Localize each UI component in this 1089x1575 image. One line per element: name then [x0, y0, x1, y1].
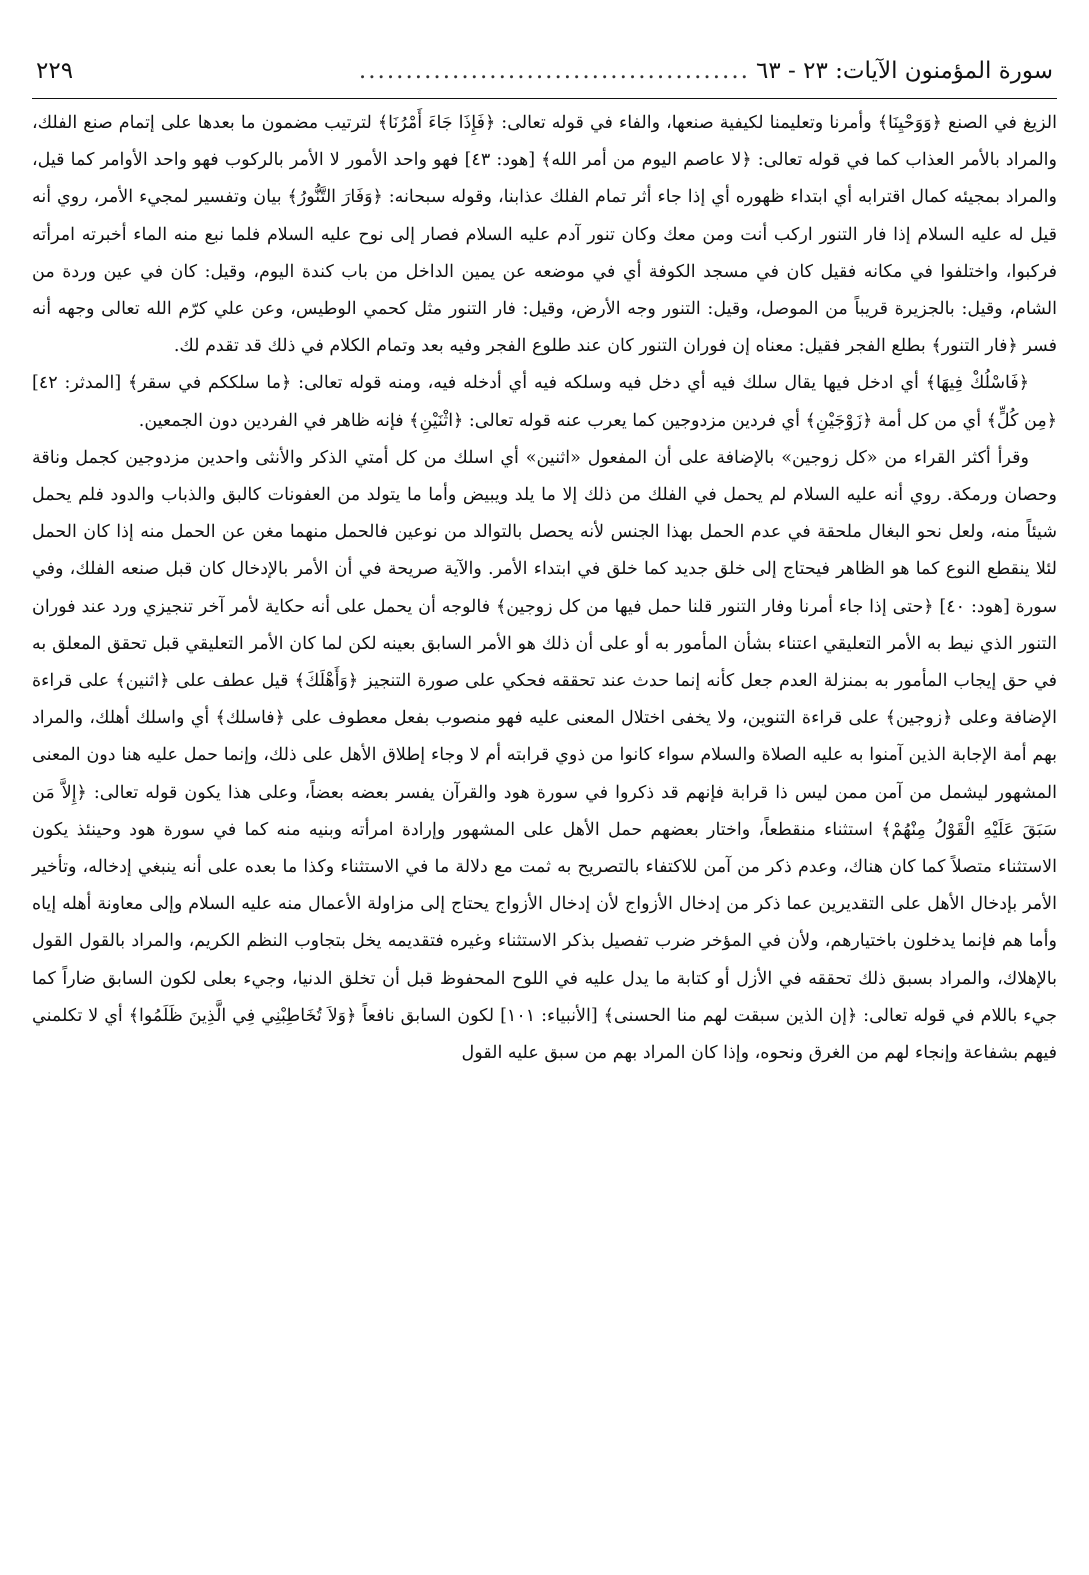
- paragraph-1: الزيغ في الصنع ﴿وَوَحْيِنَا﴾ وأمرنا وتعليمنا لكيفية صنعها، والفاء في قوله تعالى: ﴿فَإِذَا جَاءَ أَمْرُنَا﴾ لترتيب مضمون ما بعدها على إتمام صنع الفلك، والمراد بالأمر العذاب كما في قوله تعالى: ﴿لا عاصم اليوم من أمر الله﴾ [هود: ٤٣] فهو واحد الأمور لا الأمر بالركوب فهو واحد الأوامر كما قيل، والمراد بمجيئه كمال اقترابه أي ابتداء ظهوره أي إذا جاء أثر تمام الفلك عذابنا، وقوله سبحانه: ﴿وَفَارَ التَّنُّورُ﴾ بيان وتفسير لمجيء الأمر، روي أنه قيل له عليه السلام إذا فار التنور اركب أنت ومن معك وكان تنور آدم عليه السلام فصار إلى نوح عليه السلام فلما نبع منه الماء أخبرته امرأته فركبوا، واختلفوا في مكانه فقيل كان في مسجد الكوفة أي في موضعه عن يمين الداخل من باب كندة اليوم، وقيل: كان في عين وردة من الشام، وقيل: بالجزيرة قريباً من الموصل، وقيل: التنور وجه الأرض، وقيل: فار التنور مثل كحمي الوطيس، وعن علي كرّم الله تعالى وجهه أنه فسر ﴿فار التنور﴾ بطلع الفجر فقيل: معناه إن فوران التنور كان عند طلوع الفجر وفيه بعد وتمام الكلام في ذلك قد تقدم لك.: [32, 113, 1057, 357]
- paragraph-3: وقرأ أكثر القراء من «كل زوجين» بالإضافة على أن المفعول «اثنين» أي اسلك من كل أمتي الذكر والأنثى واحدين مزدوجين كجمل وناقة وحصان ورمكة. روي أنه عليه السلام لم يحمل في الفلك من ذلك إلا ما يلد ويبيض وأما ما يتولد من العفونات كالبق والذباب والدود فلم يحمل شيئاً منه، ولعل نحو البغال ملحقة في عدم الحمل بهذا الجنس لأنه يحصل بالتوالد من نوعين فالحمل منهما مغن عن الحمل منه إذا كان الحمل لئلا ينقطع النوع كما هو الظاهر فيحتاج إلى خلق جديد كما خلق في ابتداء الأمر. والآية صريحة في أن الأمر بالإدخال كان قبل صنعه الفلك، وفي سورة [هود: ٤٠] ﴿حتى إذا جاء أمرنا وفار التنور قلنا حمل فيها من كل زوجين﴾ فالوجه أن يحمل على أنه حكاية لأمر آخر تنجيزي ورد عند فوران التنور الذي نيط به الأمر التعليقي اعتناء بشأن المأمور به أو على أن ذلك هو الأمر السابق بعينه لكن لما كان الأمر التعليقي قبل تحقق المعلق به في حق إيجاب المأمور به بمنزلة العدم جعل كأنه إنما حدث عند تحققه فحكي على صورة التنجيز ﴿وَأَهْلَكَ﴾ قيل عطف على ﴿اثنين﴾ على قراءة الإضافة وعلى ﴿زوجين﴾ على قراءة التنوين، ولا يخفى اختلال المعنى عليه فهو منصوب بفعل معطوف على ﴿فاسلك﴾ أي واسلك أهلك، والمراد بهم أمة الإجابة الذين آمنوا به عليه الصلاة والسلام سواء كانوا من ذوي قرابته أم لا وجاء إطلاق الأهل على ذلك، وإنما حمل عليه هنا دون المعنى المشهور ليشمل من آمن ممن ليس ذا قرابة فإنهم قد ذكروا في سورة هود والقرآن يفسر بعضه بعضاً، وعلى هذا يكون قوله تعالى: ﴿إِلاَّ مَن سَبَقَ عَلَيْهِ الْقَوْلُ مِنْهُمْ﴾ استثناء منقطعاً، واختار بعضهم حمل الأهل على المشهور وإرادة امرأته وبنيه منه كما في سورة هود وحينئذ يكون الاستثناء متصلاً كما كان هناك، وعدم ذكر من آمن للاكتفاء بالتصريح به ثمت مع دلالة ما في الاستثناء وكذا ما بعده على أنه ينبغي إدخاله، وتأخير الأمر بإدخال الأهل على التقديرين عما ذكر من إدخال الأزواج لأن إدخال الأزواج يحتاج إلى مزاولة الأعمال منه عليه السلام وإلى معاونة أهله إياه وأما هم فإنما يدخلون باختيارهم، ولأن في المؤخر ضرب تفصيل بذكر الاستثناء وغيره فتقديمه يخل بتجاوب النظم الكريم، والمراد بالقول القول بالإهلاك، والمراد بسبق ذلك تحققه في الأزل أو كتابة ما يدل عليه في اللوح المحفوظ قبل أن تخلق الدنيا، وجيء بعلى لكون السابق ضاراً كما جيء باللام في قوله تعالى: ﴿إن الذين سبقت لهم منا الحسنى﴾ [الأنبياء: ١٠١] لكون السابق نافعاً ﴿وَلاَ تُخَاطِبْنِي فِي الَّذِينَ ظَلَمُوا﴾ أي لا تكلمني فيهم بشفاعة وإنجاء لهم من الغرق ونحوه، وإذا كان المراد بهم من سبق عليه القول: [32, 447, 1058, 1064]
- page-number: ٢٢٩: [36, 58, 74, 84]
- running-header: [32, 58, 1057, 99]
- sura-title: سورة المؤمنون الآيات: ٢٣ - ٦٣: [755, 58, 1053, 84]
- dot-leader: ..........................................: [358, 58, 750, 84]
- paragraph-2: ﴿فَاسْلُكْ فِيهَا﴾ أي ادخل فيها يقال سلك فيه أي دخل فيه وسلكه فيه أي أدخله فيه، ومنه قوله تعالى: ﴿ما سلككم في سقر﴾ [المدثر: ٤٢] ﴿مِن كُلٍّ﴾ أي من كل أمة ﴿زَوْجَيْنِ﴾ أي فردين مزدوجين كما يعرب عنه قوله تعالى: ﴿اثْنَيْنِ﴾ فإنه ظاهر في الفردين دون الجمعين.: [32, 373, 1057, 431]
- book-page: [32, 58, 1057, 1548]
- page-body: [32, 105, 1057, 1072]
